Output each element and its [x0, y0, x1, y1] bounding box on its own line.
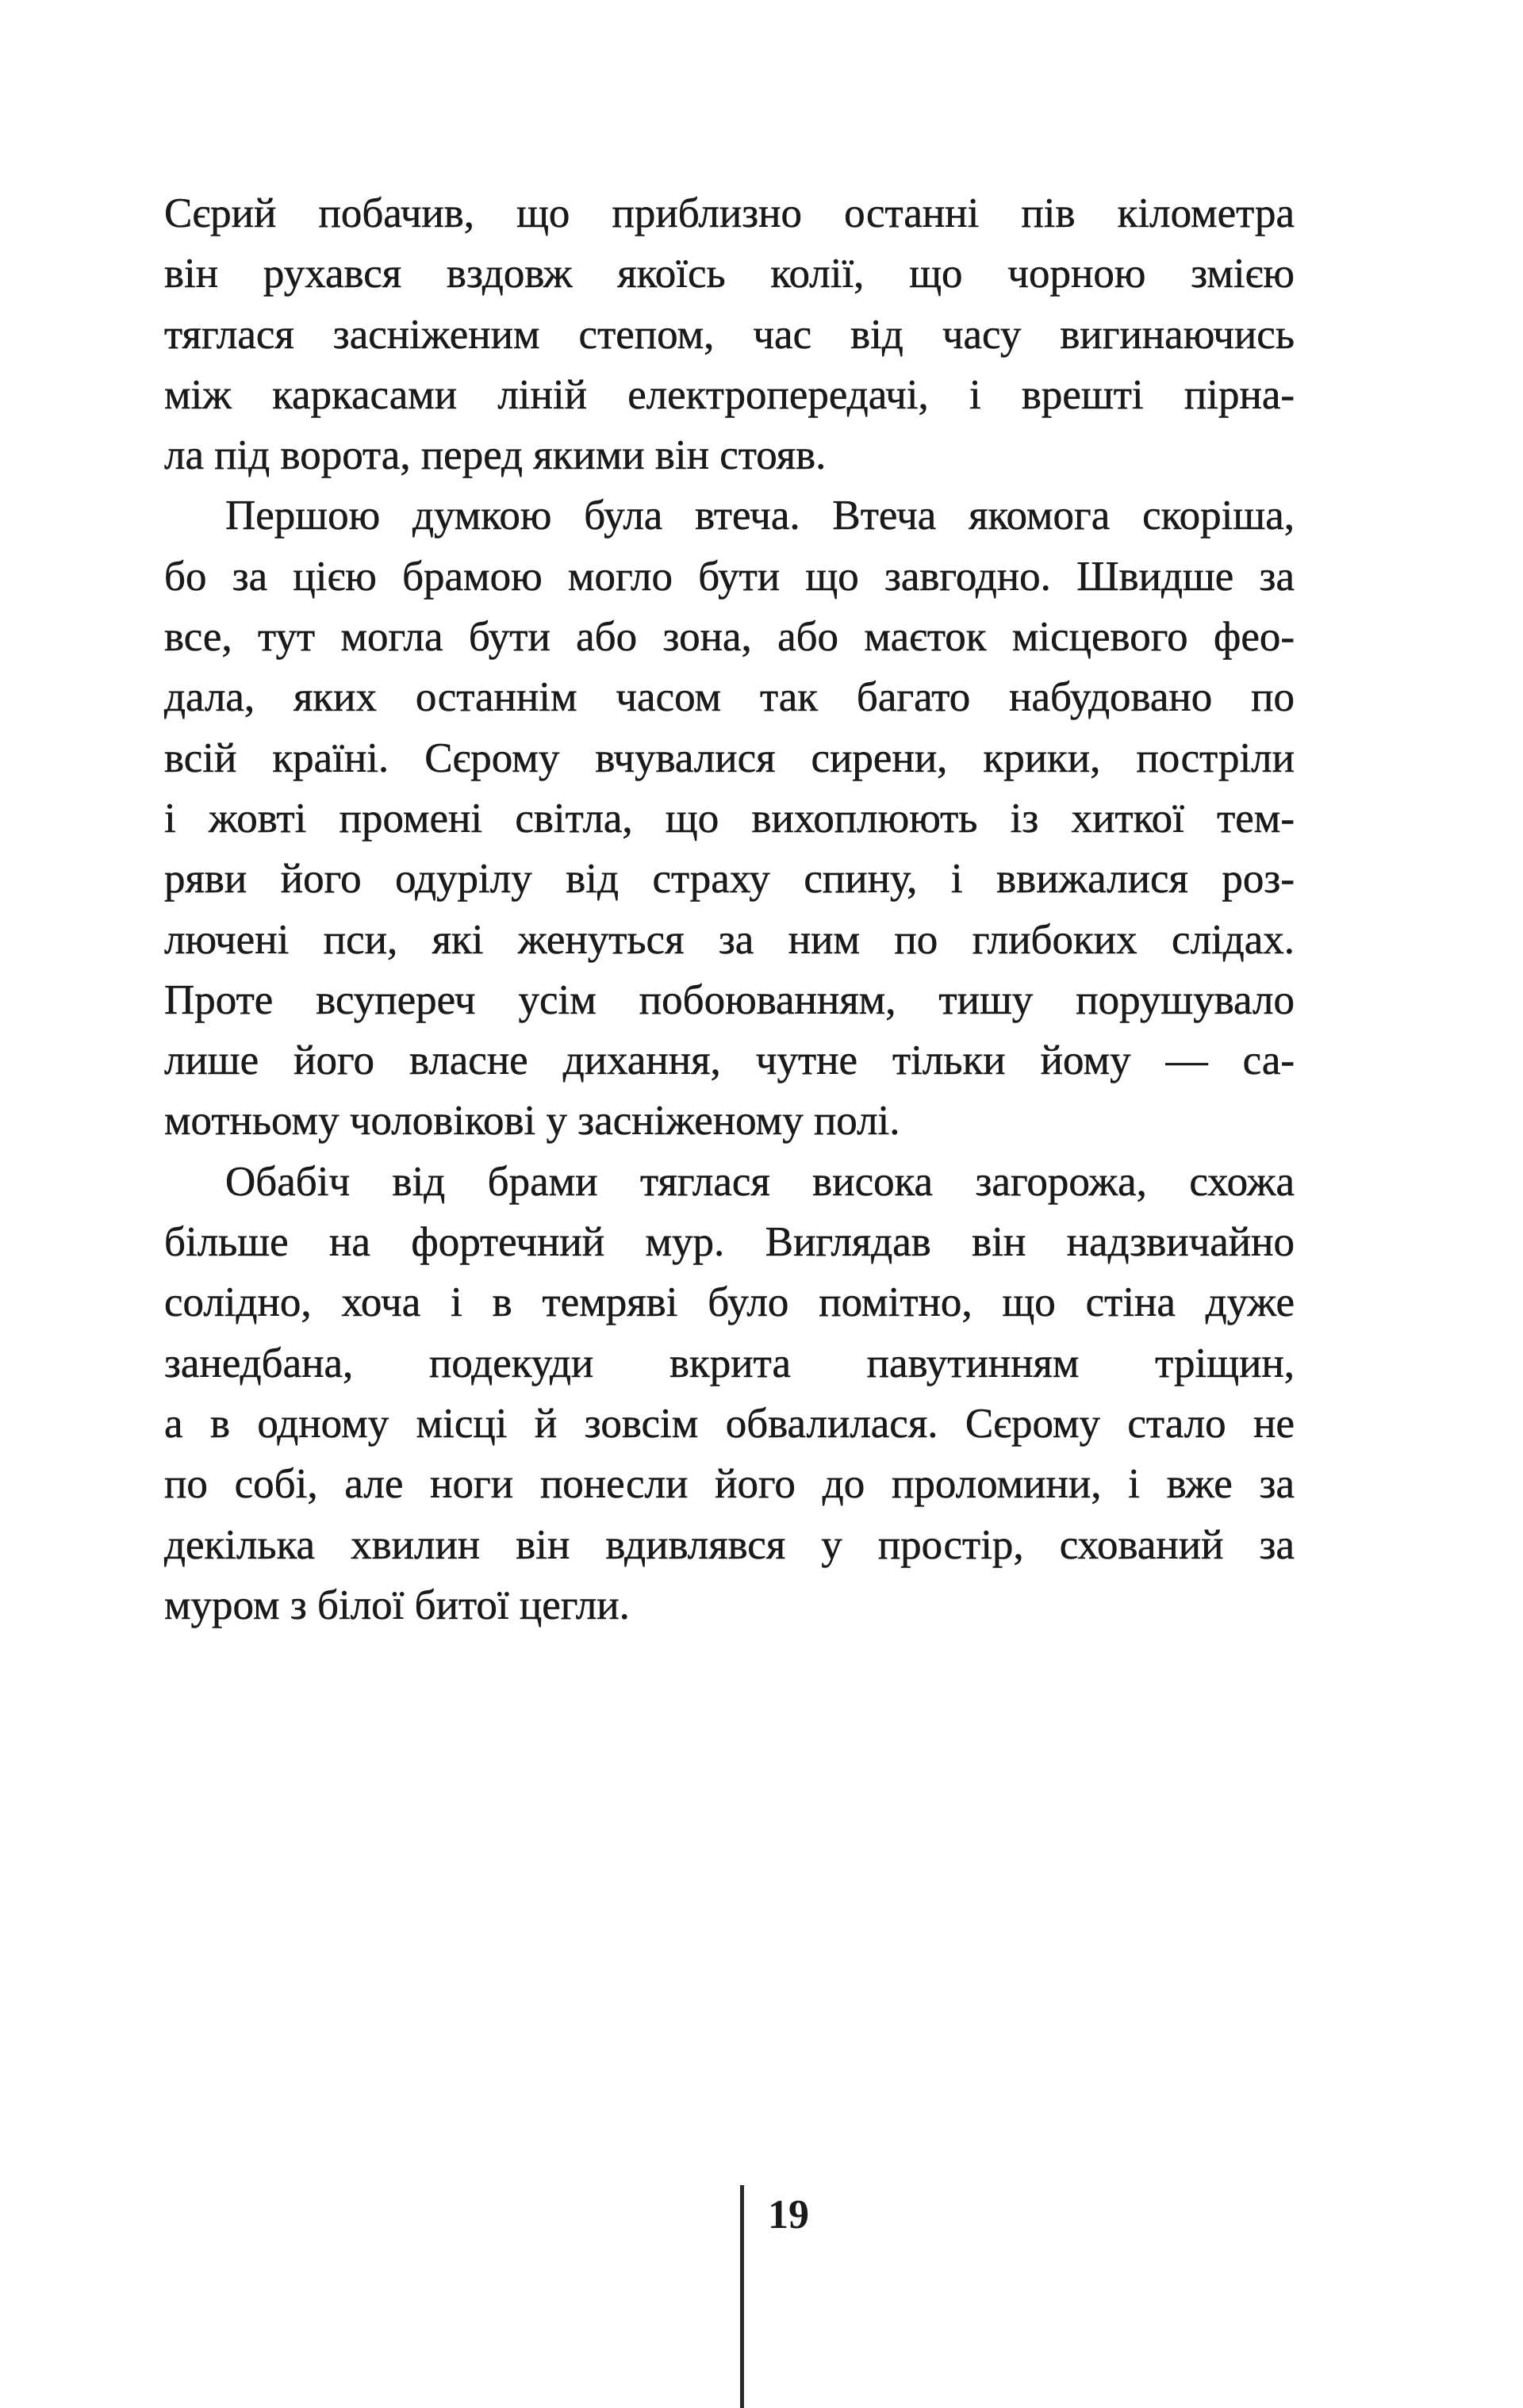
text-line: занедбана, подекуди вкрита павутинням тріщин, — [164, 1340, 1295, 1386]
body-text — [164, 183, 1295, 1635]
text-line: Сєрий побачив, що приблизно останні пів кілометра — [164, 190, 1295, 236]
text-line: Обабіч від брами тяглася висока загорожа, схожа — [225, 1158, 1295, 1205]
text-line: солідно, хоча і в темряві було помітно, що стіна дуже — [164, 1279, 1295, 1326]
text-line: мотньому чоловікові у засніженому полі. — [164, 1098, 900, 1145]
text-line: ла під ворота, перед якими він стояв. — [164, 432, 827, 479]
paragraph — [164, 1152, 1295, 1635]
text-line: по собі, але ноги понесли його до проломини, і вже за — [164, 1461, 1295, 1508]
text-line: більше на фортечний мур. Виглядав він надзвичайно — [164, 1219, 1295, 1266]
text-line: лючені пси, які женуться за ним по глибоких слідах. — [164, 916, 1295, 963]
page-number: 19 — [768, 2192, 809, 2237]
paragraph — [164, 485, 1295, 1151]
text-line: і жовті промені світла, що вихоплюють із хиткої тем- — [164, 795, 1295, 842]
text-line: декілька хвилин він вдивлявся у простір, схований за — [164, 1521, 1295, 1568]
text-line: лише його власне дихання, чутне тільки йому — са- — [164, 1037, 1295, 1084]
text-line: бо за цією брамою могло бути що завгодно. Швидше за — [164, 553, 1295, 600]
page-number-rule — [740, 2185, 744, 2408]
text-line: а в одному місці й зовсім обвалилася. Сєрому стало не — [164, 1400, 1295, 1447]
text-line: ряви його одурілу від страху спину, і ввижалися роз- — [164, 856, 1295, 903]
text-line: дала, яких останнім часом так багато набудовано по — [164, 674, 1295, 721]
text-line: муром з білої битої цегли. — [164, 1582, 630, 1628]
text-line: Першою думкою була втеча. Втеча якомога скоріша, — [225, 493, 1295, 539]
text-line: все, тут могла бути або зона, або маєток місцевого фео- — [164, 614, 1295, 661]
text-line: між каркасами ліній електропередачі, і врешті пірна- — [164, 371, 1295, 418]
paragraph — [164, 183, 1295, 485]
text-line: Проте всупереч усім побоюванням, тишу порушувало — [164, 976, 1295, 1023]
text-line: він рухався вздовж якоїсь колії, що чорною змією — [164, 251, 1295, 297]
text-line: всій країні. Сєрому вчувалися сирени, крики, постріли — [164, 734, 1295, 781]
text-line: тяглася засніженим степом, час від часу вигинаючись — [164, 311, 1295, 358]
